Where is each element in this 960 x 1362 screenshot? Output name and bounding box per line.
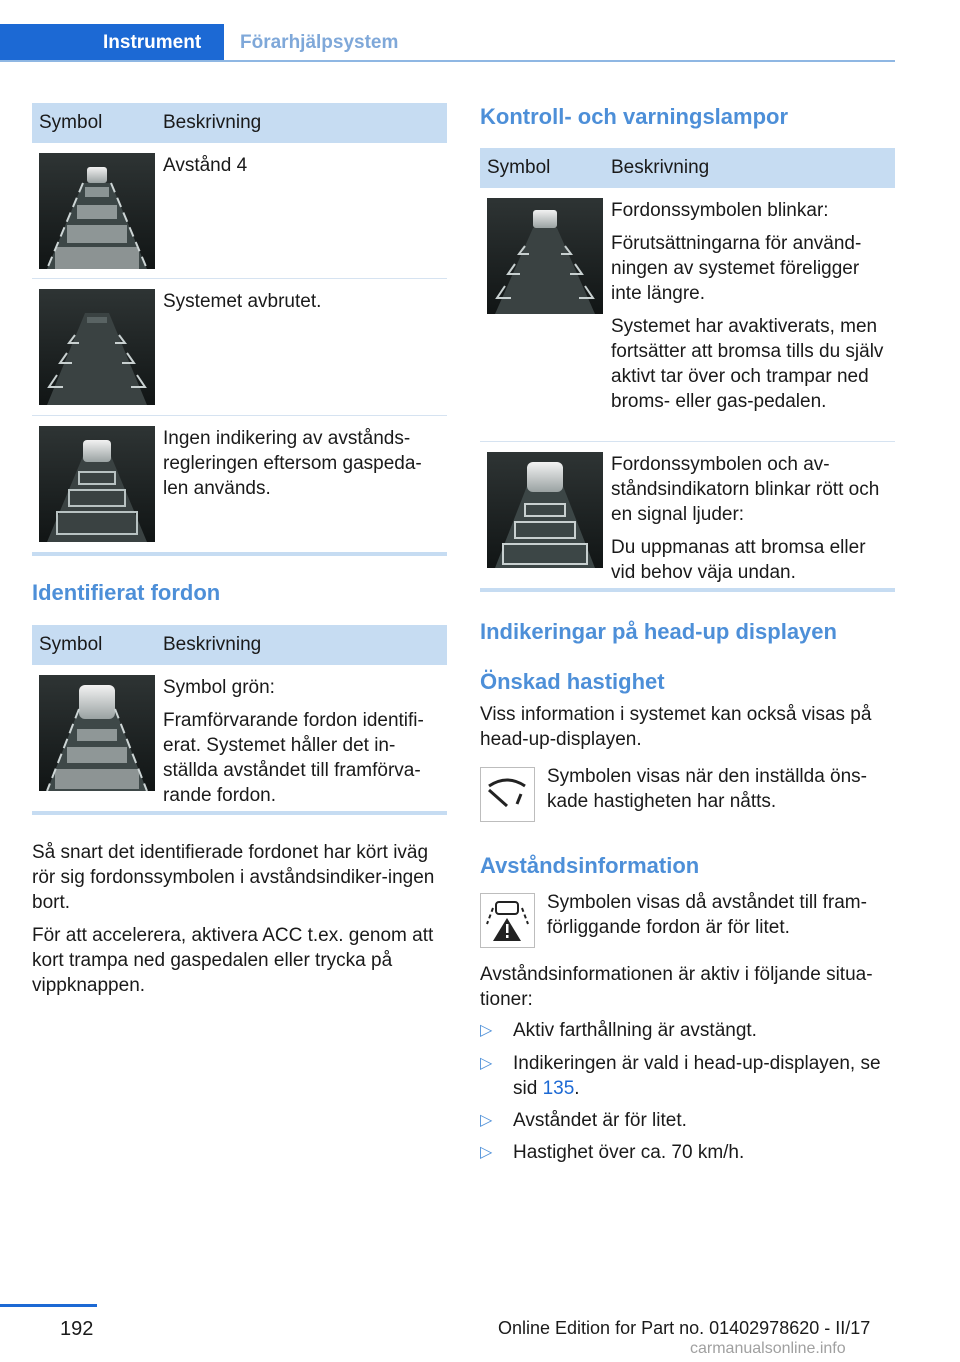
row-description: Symbol grön: Framförvarande fordon identifi-erat. Systemet håller det in-ställda avståndet till framförva-rande fordon. (163, 677, 424, 806)
acc-distance-4-icon (39, 153, 155, 269)
table-header (32, 625, 447, 665)
table-header (32, 103, 447, 143)
chapter-header (0, 24, 895, 62)
warning-lamps-table (480, 148, 895, 592)
table-row (32, 143, 447, 279)
edition-text: Online Edition for Part no. 01402978620 - II/17 (498, 1318, 871, 1338)
section-title-warning-lamps: Kontroll- och varningslampor (480, 104, 789, 129)
list-item: ▷ Avståndet är för litet. (480, 1110, 687, 1131)
section-title-identified-vehicle: Identifierat fordon (32, 580, 221, 605)
col-symbol: Symbol (487, 157, 551, 178)
acc-no-distance-indication-icon (39, 426, 155, 542)
list-item: ▷ Aktiv farthållning är avstängt. (480, 1020, 757, 1041)
table-row (32, 279, 447, 416)
hud-intro-text: Viss information i systemet kan också visas på head-up-displayen. (480, 704, 872, 750)
tab-instrument[interactable]: Instrument (0, 24, 224, 62)
acc-vehicle-blinking-icon (487, 198, 603, 314)
acc-system-interrupted-icon (39, 289, 155, 405)
distance-intro-text: Avståndsinformationen är aktiv i följande situa-tioner: (480, 964, 873, 1010)
bullet-triangle-icon: ▷ (480, 1112, 493, 1129)
footer-rule (0, 1304, 97, 1307)
list-item: ▷ Hastighet över ca. 70 km/h. (480, 1142, 745, 1163)
watermark: carmanualsonline.info (690, 1340, 846, 1357)
acc-red-warning-icon (487, 452, 603, 568)
section-title-distance-info: Avståndsinformation (480, 853, 700, 878)
list-item: ▷ Indikeringen är vald i head-up-displayen, se sid 135. (480, 1053, 881, 1099)
distance-symbol-table (32, 103, 447, 556)
speed-icon-text: Symbolen visas när den inställda öns-kade hastigheten har nåtts. (547, 766, 868, 812)
bullet-triangle-icon: ▷ (480, 1055, 493, 1072)
bullet-triangle-icon: ▷ (480, 1144, 493, 1161)
speed-reached-icon (480, 767, 535, 822)
section-title-hud: Indikeringar på head-up displayen (480, 619, 837, 644)
col-symbol: Symbol (39, 634, 103, 655)
row-description: Fordonssymbolen blinkar: Förutsättningarna för använd-ningen av systemet föreligger inte längre. Systemet har avaktiverats, men fortsätter att bromsa tills du själv aktivt tar över och trampar ned broms- eller gas-pedalen. (611, 200, 884, 412)
table-end-rule (480, 588, 895, 592)
acc-vehicle-detected-icon (39, 675, 155, 791)
col-description: Beskrivning (611, 157, 710, 178)
section-subtitle-desired-speed: Önskad hastighet (480, 669, 665, 694)
table-row (32, 416, 447, 552)
col-symbol: Symbol (39, 112, 103, 133)
row-description: Ingen indikering av avstånds-regleringen eftersom gaspeda-len används. (163, 428, 422, 499)
table-end-rule (32, 811, 447, 815)
row-description: Systemet avbrutet. (163, 291, 322, 312)
left-body-text: Så snart det identifierade fordonet har kört iväg rör sig fordonssymbolen i avståndsindiker-ingen bort. För att accelerera, aktivera ACC t.ex. genom att kort trampa ned gaspedalen eller trycka på vippknappen. (32, 842, 435, 996)
distance-warning-icon (480, 893, 535, 948)
table-header (480, 148, 895, 188)
table-row (480, 188, 895, 442)
page-reference-link[interactable]: 135 (542, 1078, 575, 1099)
distance-icon-text: Symbolen visas då avståndet till fram-förliggande fordon är för litet. (547, 892, 867, 938)
page-number: 192 (60, 1318, 94, 1340)
col-description: Beskrivning (163, 112, 262, 133)
col-description: Beskrivning (163, 634, 262, 655)
row-description: Fordonssymbolen och av-ståndsindikatorn blinkar rött och en signal ljuder: Du uppmanas att bromsa eller vid behov väja undan. (611, 454, 880, 583)
bullet-triangle-icon: ▷ (480, 1022, 493, 1039)
identified-vehicle-table (32, 625, 447, 815)
row-description: Avstånd 4 (163, 155, 248, 176)
tab-driver-assistance[interactable]: Förarhjälpsystem (240, 32, 399, 53)
table-row (480, 442, 895, 588)
header-divider (0, 60, 895, 62)
table-end-rule (32, 552, 447, 556)
table-row (32, 665, 447, 811)
